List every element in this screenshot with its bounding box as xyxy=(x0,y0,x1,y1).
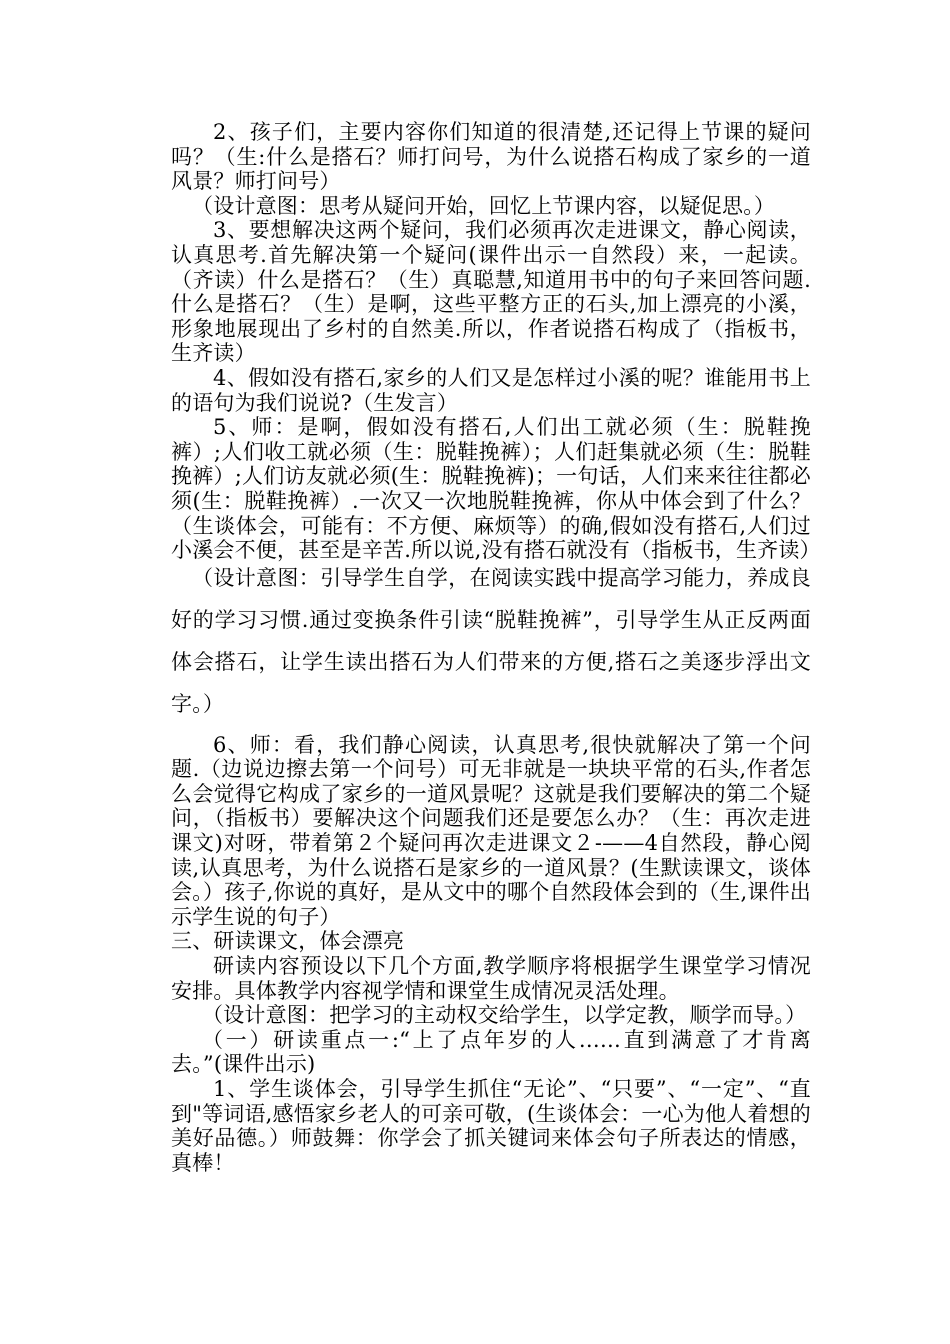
paragraph-step-5: 5、师：是啊，假如没有搭石,人们出工就必须（生：脱鞋挽裤）;人们收工就必须（生：脱鞋挽裤）；人们赶集就必须（生：脱鞋挽裤）;人们访友就必须(生：脱鞋挽裤)；一句话，人们来来往往都必须(生：脱鞋挽裤）.一次又一次地脱鞋挽裤，你从中体会到了什么？（生谈体会，可能有：不方便、麻烦等）的确,假如没有搭石,人们过小溪会不便，甚至是辛苦.所以说,没有搭石就没有（指板书，生齐读） xyxy=(171,415,821,563)
paragraph-step-3: 3、要想解决这两个疑问，我们必须再次走进课文，静心阅读，认真思考.首先解决第一个疑问(课件出示一自然段）来，一起读。（齐读）什么是搭石？（生）真聪慧,知道用书中的句子来回答问题.什么是搭石？（生）是啊，这些平整方正的石头,加上漂亮的小溪，形象地展现出了乡村的自然美.所以，作者说搭石构成了（指板书，生齐读） xyxy=(171,218,811,366)
section-heading-3: 三、研读课文，体会漂亮 xyxy=(171,929,405,954)
paragraph-design-intent-2: （设计意图：引导学生自学，在阅读实践中提高学习能力，养成良好的学习习惯.通过变换条件引读“脱鞋挽裤”，引导学生从正反两面体会搭石，让学生读出搭石为人们带来的方便,搭石之美逐步浮出文字。） xyxy=(171,565,811,716)
paragraph-study-content: 研读内容预设以下几个方面,教学顺序将根据学生课堂学习情况安排。具体教学内容视学情和课堂生成情况灵活处理。 xyxy=(171,954,811,1003)
paragraph-step-4: 4、假如没有搭石,家乡的人们又是怎样过小溪的呢？谁能用书上的语句为我们说说?（生发言） xyxy=(171,365,811,415)
paragraph-step-6: 6、师：看，我们静心阅读，认真思考,很快就解决了第一个问题.（边说边擦去第一个问号）可无非就是一块块平常的石头,作者怎么会觉得它构成了家乡的一道风景呢？这就是我们要解决的第二个疑问，（指板书）要解决这个问题我们还是要怎么办？（生：再次走进课文)对呀，带着第２个疑问再次走进课文２-——4自然段，静心阅读,认真思考，为什么说搭石是家乡的一道风景？(生默读课文，谈体会。）孩子,你说的真好，是从文中的哪个自然段体会到的（生,课件出示学生说的句子） xyxy=(171,732,811,929)
paragraph-design-intent-1: （设计意图：思考从疑问开始，回忆上节课内容，以疑促思。） xyxy=(192,193,776,218)
paragraph-design-intent-3: （设计意图：把学习的主动权交给学生，以学定教，顺学而导。） xyxy=(202,1003,807,1028)
paragraph-step-2: 2、孩子们，主要内容你们知道的很清楚,还记得上节课的疑问吗？（生:什么是搭石？师打问号，为什么说搭石构成了家乡的一道风景？师打问号） xyxy=(171,120,811,194)
paragraph-item-1: 1、学生谈体会，引导学生抓住“无论”、“只要”、“一定”、“直到"等词语,感悟家乡老人的可亲可敬，(生谈体会：一心为他人着想的美好品德。）师鼓舞：你学会了抓关键词来体会句子所表达的情感，真棒！ xyxy=(171,1077,811,1175)
document-page xyxy=(171,120,821,1175)
paragraph-key-point-1: （一）研读重点一:“上了点年岁的人……直到满意了才肯离去。”(课件出示) xyxy=(171,1027,811,1077)
